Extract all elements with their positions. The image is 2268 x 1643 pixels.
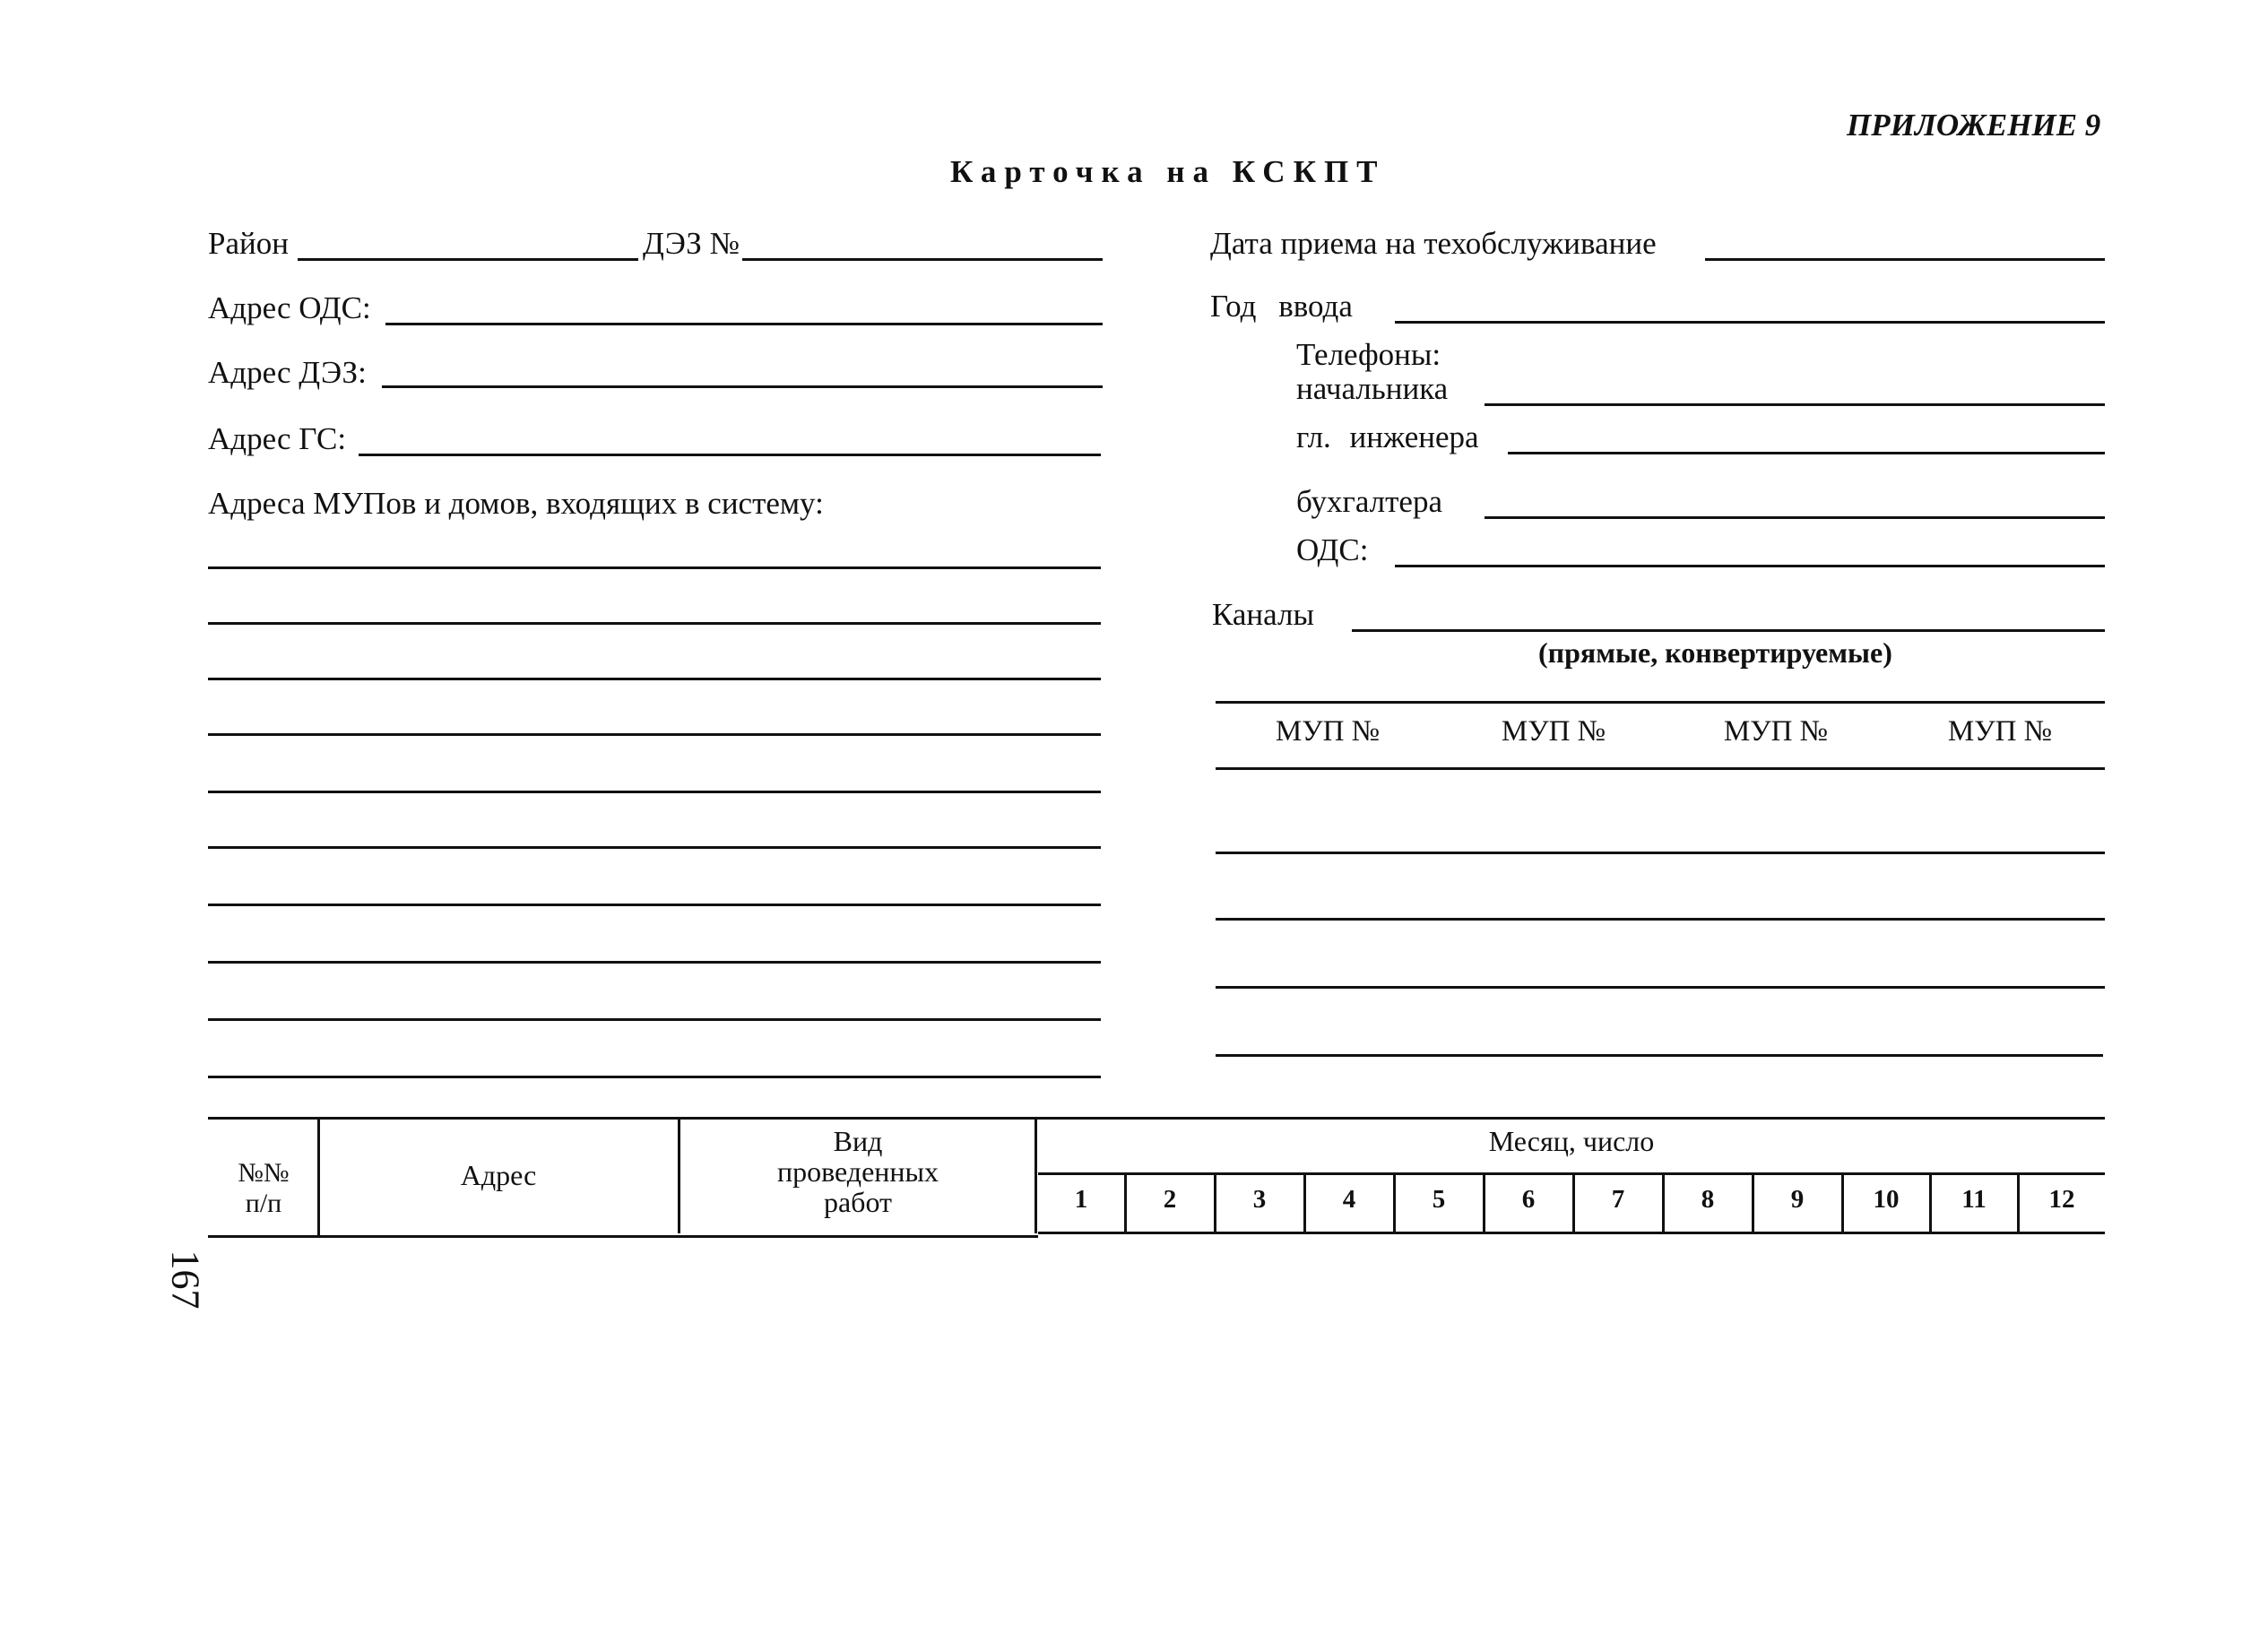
accountant-phone-label: бухгалтера (1296, 484, 1443, 519)
col-month-header: Месяц, число (1488, 1125, 1655, 1157)
mup-address-line[interactable] (208, 791, 1101, 793)
month-2: 2 (1163, 1185, 1177, 1214)
dez-address-label: Адрес ДЭЗ: (208, 355, 367, 390)
mup-address-line[interactable] (208, 904, 1101, 906)
dez-field[interactable] (742, 258, 1103, 261)
gs-address-label: Адрес ГС: (208, 421, 347, 456)
phones-label: Телефоны: (1296, 337, 1441, 372)
year-label: Год ввода (1210, 289, 1353, 324)
district-label: Район (208, 226, 289, 261)
mup-row-line[interactable] (1216, 986, 2105, 989)
col-num-text: №№ п/п (238, 1158, 290, 1218)
appendix-label: ПРИЛОЖЕНИЕ 9 (1847, 108, 2101, 143)
table-col-divider (1034, 1117, 1037, 1233)
chief-phone-field[interactable] (1485, 403, 2105, 406)
month-1: 1 (1074, 1185, 1088, 1214)
mup-address-line[interactable] (208, 566, 1101, 569)
gs-address-field[interactable] (359, 454, 1101, 456)
page-title: Карточка на КСКПТ (950, 154, 1386, 189)
mup-address-line[interactable] (208, 678, 1101, 680)
year-field[interactable] (1395, 321, 2105, 324)
table-col-divider (317, 1117, 320, 1237)
col-address-header: Адрес (460, 1159, 537, 1191)
month-7: 7 (1611, 1185, 1625, 1214)
mup-row-line[interactable] (1216, 852, 2105, 854)
table-top-border (208, 1117, 2105, 1120)
mup-address-line[interactable] (208, 622, 1101, 625)
service-date-field[interactable] (1705, 258, 2105, 261)
mup-row-line[interactable] (1216, 918, 2105, 921)
accountant-phone-field[interactable] (1485, 516, 2105, 519)
mup-header-line (1216, 767, 2105, 770)
mup-address-line[interactable] (208, 733, 1101, 736)
dez-label: ДЭЗ № (643, 226, 740, 261)
month-8: 8 (1701, 1185, 1715, 1214)
mup-header-2: МУП № (1501, 715, 1606, 748)
mup-address-line[interactable] (208, 1018, 1101, 1021)
month-12: 12 (2048, 1185, 2075, 1214)
table-col-divider (678, 1117, 680, 1233)
month-4: 4 (1342, 1185, 1356, 1214)
ods-address-field[interactable] (385, 323, 1103, 325)
ods-phone-field[interactable] (1395, 565, 2105, 567)
table-bottom-border (208, 1235, 1038, 1238)
channels-label: Каналы (1212, 597, 1314, 632)
chief-phone-label: начальника (1296, 371, 1449, 406)
mup-header-4: МУП № (1947, 715, 2053, 748)
month-9: 9 (1790, 1185, 1805, 1214)
mup-address-line[interactable] (208, 1076, 1101, 1078)
ods-address-label: Адрес ОДС: (208, 290, 371, 325)
month-5: 5 (1432, 1185, 1446, 1214)
ods-phone-label: ОДС: (1296, 532, 1369, 567)
channels-field-2[interactable] (1216, 701, 2105, 704)
mup-address-line[interactable] (208, 961, 1101, 964)
month-3: 3 (1252, 1185, 1267, 1214)
channels-field[interactable] (1352, 629, 2105, 632)
mup-header-1: МУП № (1275, 715, 1381, 748)
mup-header-3: МУП № (1723, 715, 1829, 748)
month-6: 6 (1521, 1185, 1536, 1214)
mup-row-line[interactable] (1216, 1054, 2103, 1057)
engineer-phone-field[interactable] (1508, 452, 2105, 454)
engineer-phone-label: гл. инженера (1296, 419, 1479, 454)
month-10: 10 (1873, 1185, 1900, 1214)
col-num-header (210, 1158, 317, 1219)
mup-addresses-label: Адреса МУПов и домов, входящих в систему: (208, 486, 824, 521)
page-number: 167 (163, 1250, 208, 1310)
district-field[interactable] (298, 258, 638, 261)
channels-hint: (прямые, конвертируемые) (1538, 636, 1892, 669)
month-11: 11 (1961, 1185, 1987, 1214)
dez-address-field[interactable] (382, 385, 1103, 388)
table-month-divider (1038, 1172, 2105, 1175)
service-date-label: Дата приема на техобслуживание (1210, 226, 1657, 261)
col-work-header: Вид проведенных работ (776, 1125, 939, 1218)
mup-address-line[interactable] (208, 846, 1101, 849)
table-month-bottom (1038, 1232, 2105, 1234)
